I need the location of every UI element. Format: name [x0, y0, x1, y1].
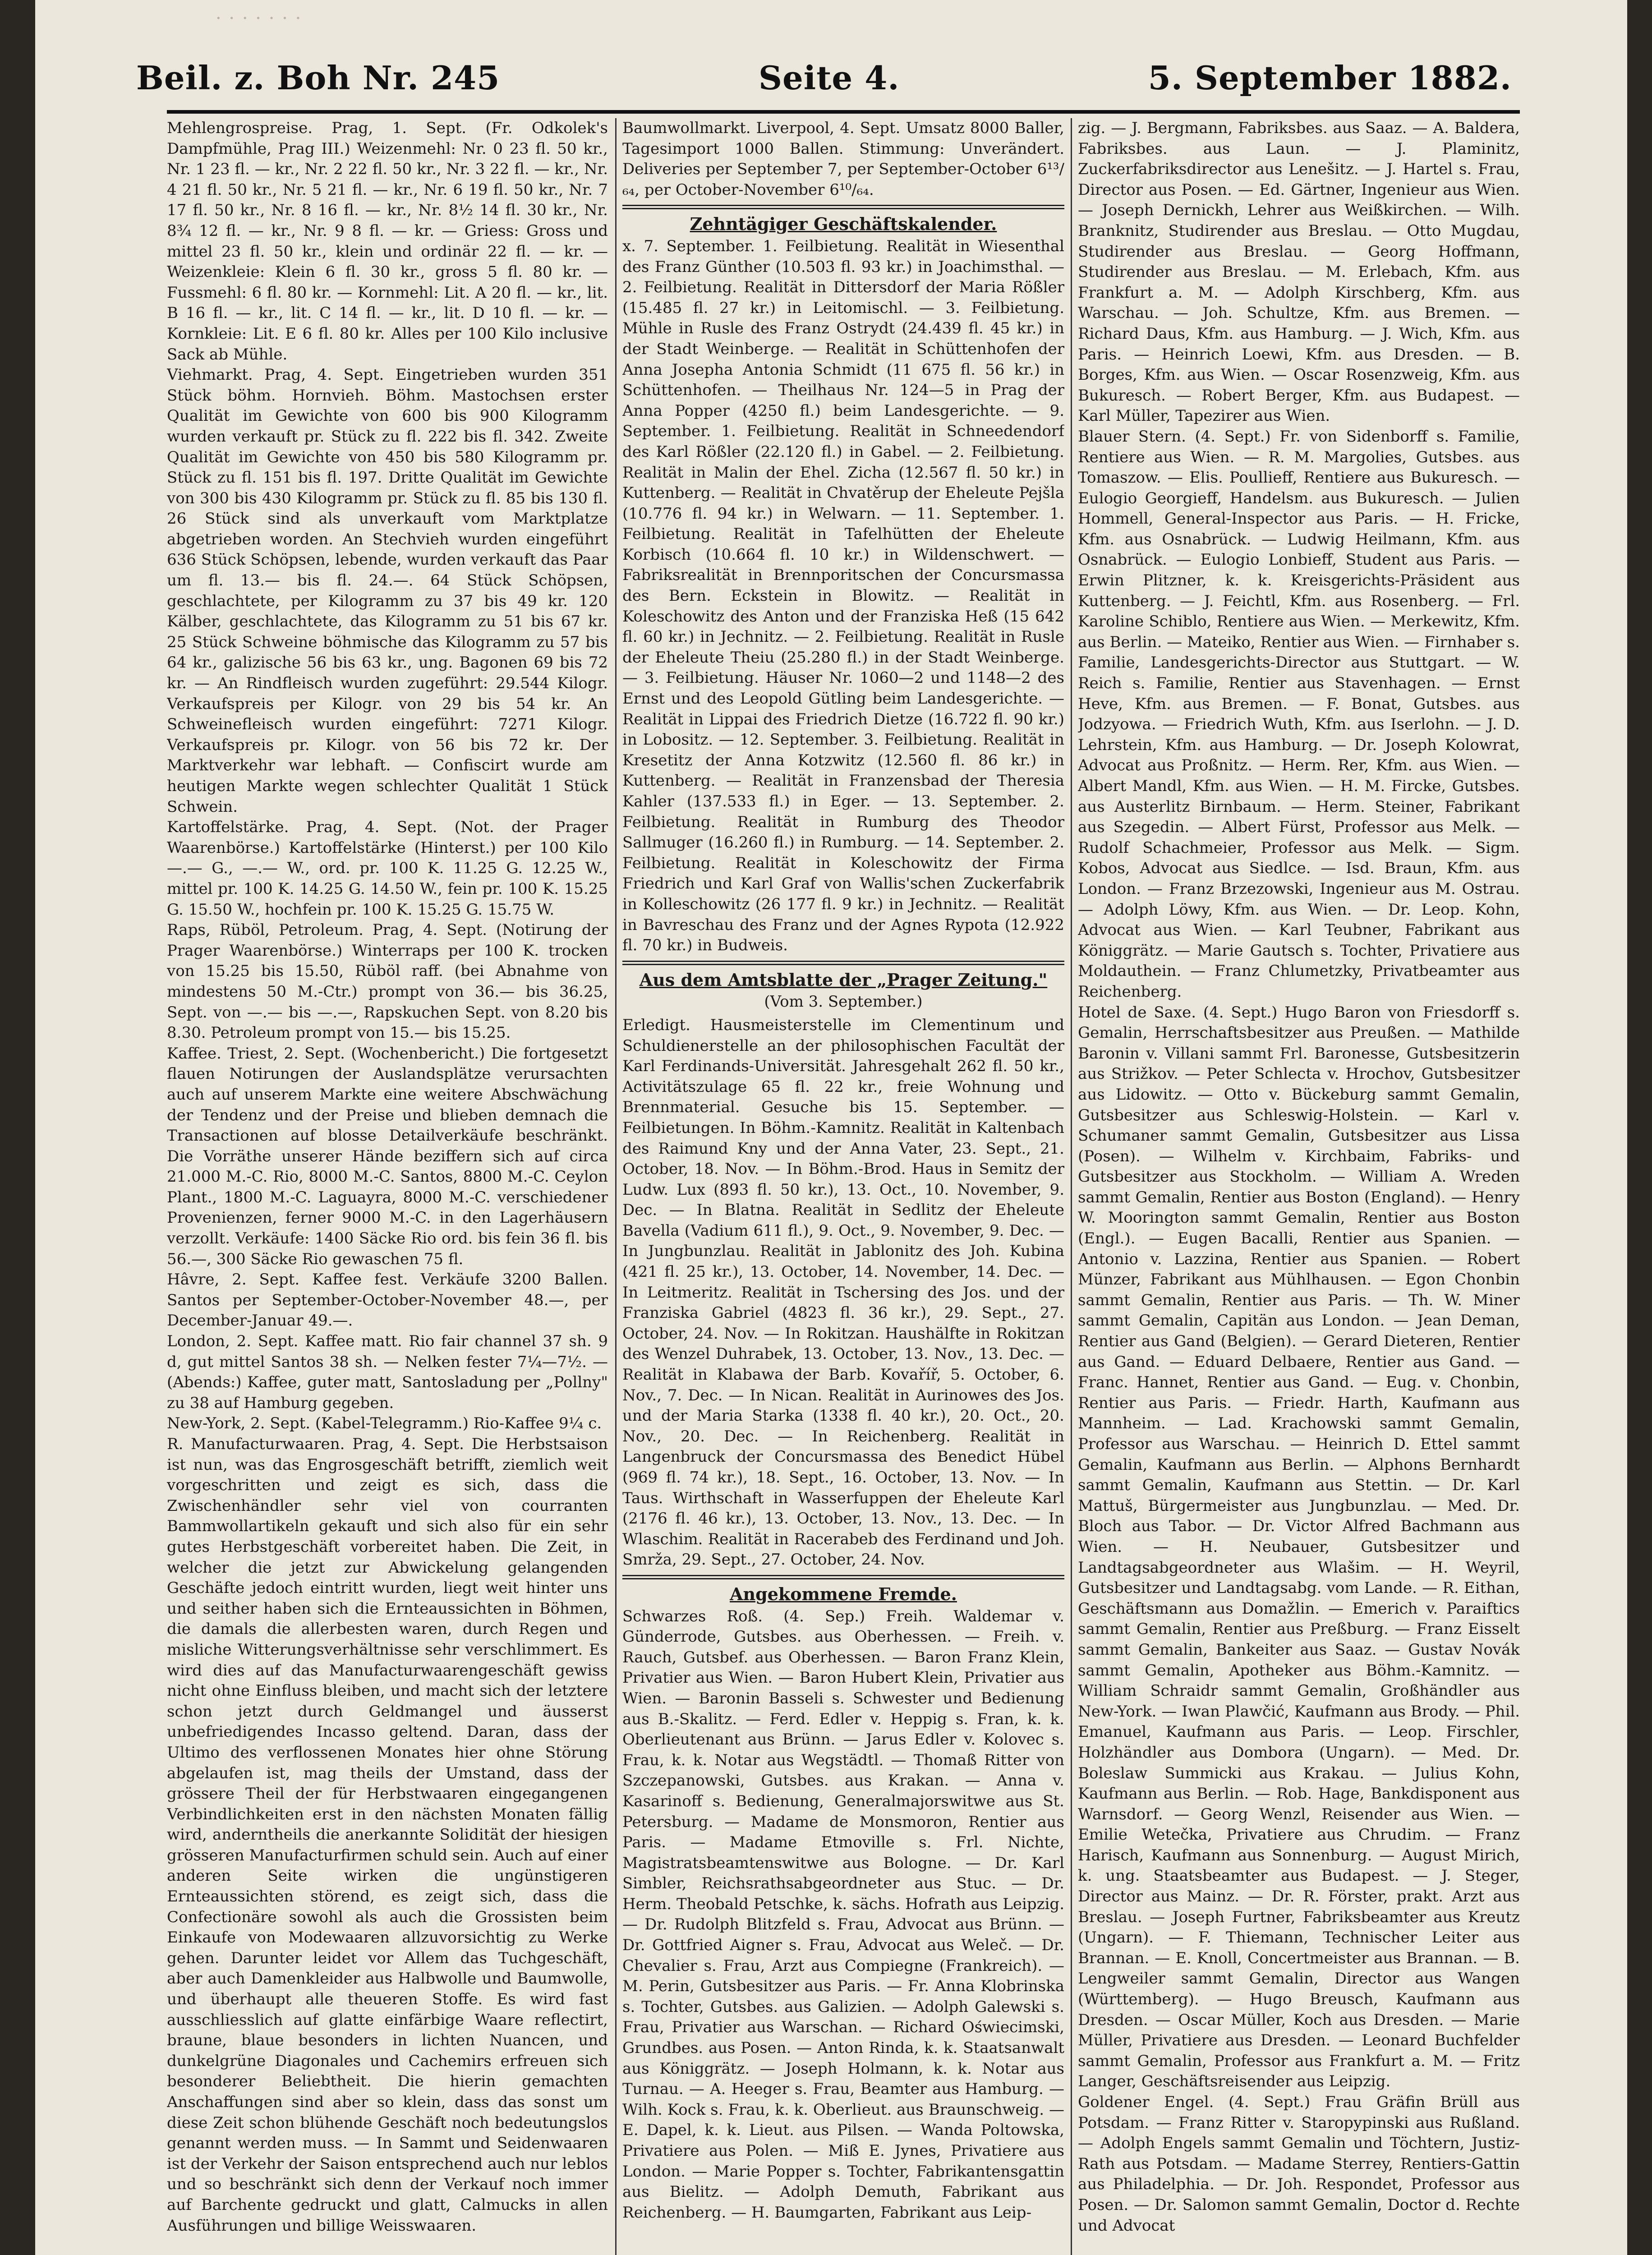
fremde-schwarzes-ross: Schwarzes Roß. (4. Sep.) Freih. Waldemar v. Günderrode, Gutsbes. aus Oberhessen. — Freih. v. Rauch, Gutsbef. aus Oberhessen. — Baron Franz Klein, Privatier aus Wien. — Baron Hubert Klein, Privatier aus Wien. — Baronin Basseli s. Schwester und Bedienung aus B.-Skalitz. — Ferd. Edler v. Heppig s. Fran, k. k. Oberlieutenant aus Brünn. — Jarus Edler v. Kolovec s. Frau, k. k. Notar aus Wegstädtl. — Thomaß Ritter von Szczepanowski, Gutsbes. aus Krakan. — Anna v. Kasarinoff s. Bedienung, Generalmajorswitwe aus St. Petersburg. — Madame de Monsmoron, Rentier aus Paris. — Madame Etmoville s. Frl. Nichte, Magistratsbeamtenswitwe aus Bologne. — Dr. Karl Simbler, Reichsrathsabgeordneter aus Stuc. — Dr. Herm. Theobald Petschke, k. sächs. Hofrath aus Leipzig. — Dr. Rudolph Blitzfeld s. Frau, Advocat aus Brünn. — Dr. Gottfried Aigner s. Frau, Advocat aus Weleč. — Dr. Chevalier s. Frau, Arzt aus Compiegne (Frankreich). — M. Perin, Gutsbesitzer aus Paris. — Fr. Anna Klobrinska s. Tochter, Gutsbes. aus Galizien. — Adolph Galewski s. Frau, Privatier aus Warschan. — Richard Oświecimski, Grundbes. aus Posen. — Anton Rinda, k. k. Staatsanwalt aus Königgrätz. — Joseph Holmann, k. k. Notar aus Turnau. — A. Heeger s. Frau, Beamter aus Hamburg. — Wilh. Kock s. Frau, k. k. Oberlieut. aus Braunschweig. — E. Dapel, k. k. Lieut. aus Pilsen. — Wanda Poltowska, Privatiere aus Polen. — Miß E. Jynes, Privatiere aus London. — Marie Popper s. Tochter, Fabrikantensgattin aus Bielitz. — Adolph Demuth, Fabrikant aus Reichenberg. — H. Baumgarten, Fabrikant aus Leip- [622, 1607, 1064, 2222]
header-date: 5. September 1882. [1148, 59, 1512, 97]
report-kaffee-triest: Kaffee. Triest, 2. Sept. (Wochenbericht.) Die fortgesetzt flauen Notirungen der Auslandsplätze verursachten auch auf unserem Markte eine weitere Abschwächung der Tendenz und der Preise und blieben demnach die Transactionen auf blosse Detailverkäufe beschränkt. Die Vorräthe unserer Hände beziffern sich auf circa 21.000 M.-C. Rio, 8000 M.-C. Santos, 8800 M.-C. Ceylon Plant., 1800 M.-C. Laguayra, 8000 M.-C. verschiedener Provenienzen, ferner 9000 M.-C. in den Lagerhäusern verzollt. Verkäufe: 1400 Säcke Rio ord. bis fein 36 fl. bis 56.—, 300 Säcke Rio gewaschen 75 fl. [167, 1044, 608, 1268]
report-baumwollmarkt: Baumwollmarkt. Liverpool, 4. Sept. Umsatz 8000 Baller, Tagesimport 1000 Ballen. Stimmung: Unverändert. Deliveries per September 7, per September-October 6¹³/₆₄, per October-November 6¹⁰/₆₄. [622, 119, 1064, 199]
section-rule [622, 1575, 1064, 1579]
column-1-market-reports [167, 118, 608, 2255]
report-viehmarkt: Viehmarkt. Prag, 4. Sept. Eingetrieben wurden 351 Stück böhm. Hornvieh. Böhm. Mastochsen erster Qualität im Gewichte von 600 bis 900 Kilogramm wurden verkauft pr. Stück zu fl. 222 bis fl. 342. Zweite Qualität im Gewichte von 450 bis 580 Kilogramm pr. Stück zu fl. 151 bis fl. 197. Dritte Qualität im Gewichte von 300 bis 430 Kilogramm pr. Stück zu fl. 85 bis 130 fl. 26 Stück sind als unverkauft vom Marktplatze abgetrieben worden. An Stechvieh wurden eingeführt 636 Stück Schöpsen, lebende, wurden verkauft das Paar um fl. 13.— bis fl. 24.—. 64 Stück Schöpsen, geschlachtete, per Kilogramm zu 37 bis 49 kr. 120 Kälber, geschlachtete, das Kilogramm zu 51 bis 67 kr. 25 Stück Schweine böhmische das Kilogramm zu 57 bis 64 kr., galizische 56 bis 63 kr., ung. Bagonen 69 bis 72 kr. — An Rindfleisch wurden zugeführt: 29.544 Kilogr. Verkaufspreis per Kilogr. von 29 bis 54 kr. An Schweinefleisch wurden eingeführt: 7271 Kilogr. Verkaufspreis pr. Kilogr. von 56 bis 72 kr. Der Marktverkehr war lebhaft. — Confiscirt wurde am heutigen Markte wegen schlechter Qualität 1 Stück Schwein. [167, 366, 608, 816]
column-3-guest-lists [1078, 118, 1520, 2255]
section-rule [622, 961, 1064, 965]
fremde-blauer-stern: Blauer Stern. (4. Sept.) Fr. von Sidenborff s. Familie, Rentiere aus Wien. — R. M. Margolies, Gutsbes. aus Tomaszow. — Elis. Poullieff, Rentiere aus Bukuresch. — Eulogio Georgieff, Handelsm. aus Bukuresch. — Julien Hommell, General-Inspector aus Paris. — H. Fricke, Kfm. aus Osnabrück. — Ludwig Heilmann, Kfm. aus Osnabrück. — Eulogio Lonbieff, Student aus Paris. — Erwin Plitzner, k. k. Kreisgerichts-Präsident aus Kuttenberg. — J. Feichtl, Kfm. aus Rosenberg. — Frl. Karoline Schiblo, Rentiere aus Wien. — Merkewitz, Kfm. aus Berlin. — Mateiko, Rentier aus Wien. — Firnhaber s. Familie, Landesgerichts-Director aus Stuttgart. — W. Reich s. Familie, Rentier aus Stavenhagen. — Ernst Heve, Kfm. aus Bremen. — F. Bonat, Gutsbes. aus Jodzyowa. — Friedrich Wuth, Kfm. aus Iserlohn. — J. D. Lehrstein, Kfm. aus Hamburg. — Dr. Joseph Kolowrat, Advocat aus Proßnitz. — Herm. Rer, Kfm. aus Wien. — Albert Mandl, Kfm. aus Wien. — H. M. Fircke, Gutsbes. aus Austerlitz Birnbaum. — Herm. Steiner, Fabrikant aus Szegedin. — Albert Fürst, Professor aus Melk. — Rudolf Schachmeier, Professor aus Melk. — Sigm. Kobos, Advocat aus Siedlce. — Isd. Braun, Kfm. aus London. — Franz Brzezowski, Ingenieur aus M. Ostrau. — Adolph Löwy, Kfm. aus Wien. — Dr. Leop. Kohn, Advocat aus Wien. — Karl Teubner, Fabrikant aus Königgrätz. — Marie Gautsch s. Tochter, Privatiere aus Moldauthein. — Franz Chlumetzky, Privatbeamter aus Reichenberg. [1078, 427, 1520, 1001]
report-kartoffelstaerke: Kartoffelstärke. Prag, 4. Sept. (Not. der Prager Waarenbörse.) Kartoffelstärke (Hinterst.) per 100 Kilo —.— G., —.— W., ord. pr. 100 K. 11.25 G. 12.25 W., mittel pr. 100 K. 14.25 G. 14.50 W., fein pr. 100 K. 15.25 G. 15.50 W., hochfein pr. 100 K. 15.25 G. 15.75 W. [167, 818, 608, 919]
report-manufacturwaaren: R. Manufacturwaaren. Prag, 4. Sept. Die Herbstsaison ist nun, was das Engrosgeschäft betrifft, ziemlich weit vorgeschritten und zeigt es sich, dass die Zwischenhändler sehr viel von courranten Bammwollartikeln gekauft und sich also für ein sehr gutes Herbstgeschäft vorbereitet haben. Die Zeit, in welcher die jetzt zur Abwickelung gelangenden Geschäfte jedoch eintritt wurden, liegt weit hinter uns und seither haben sich die Ernteaussichten in Böhmen, die damals die allerbesten waren, durch Regen und misliche Witterungsverhältnisse sehr verschlimmert. Es wird dies auf das Manufacturwaarengeschäft gewiss nicht ohne Einfluss bleiben, und macht sich der letztere schon jetzt durch Geldmangel und äusserst unbefriedigendes Incasso geltend. Daran, dass der Ultimo des verflossenen Monates hier ohne Störung abgelaufen ist, mag theils der Umstand, dass der grössere Theil der für Herbstwaaren eingegangenen Verbindlichkeiten erst in den nächsten Monaten fällig wird, anderntheils die anerkannte Solidität der hiesigen grösseren Manufacturfirmen schuld sein. Auch auf einer anderen Seite wirken die ungünstigeren Ernteaussichten störend, es zeigt sich, dass die Confectionäre sowohl als auch die Grossisten beim Einkaufe von Modewaaren allzuvorsichtig zu Werke gehen. Darunter leidet vor Allem das Tuchgeschäft, aber auch Damenkleider aus Halbwolle und Baumwolle, und überhaupt alle theueren Stoffe. Es wird fast ausschliesslich auf glatte einfärbige Waare reflectirt, braune, blaue besonders in lichten Nuancen, und dunkelgrüne Diagonales und Cachemirs erfreuen sich besonderer Beliebtheit. Die hierin gemachten Anschaffungen sind aber so klein, dass das sonst um diese Zeit schon blühende Geschäft noch bedeutungslos genannt werden muss. — In Sammt und Seidenwaaren ist der Verkehr der Saison entsprechend auch nur leblos und so beschränkt sich denn der Verkauf noch immer auf Barchente gedruckt und glatt, Calmucks in allen Ausführungen und billige Weisswaaren. [167, 1435, 608, 2235]
report-london: London, 2. Sept. Kaffee matt. Rio fair channel 37 sh. 9 d, gut mittel Santos 38 sh. — Nelken fester 7¼—7½. — (Abends:) Kaffee, guter matt, Santosladung per „Pollny" zu 38 auf Hamburg gegeben. [167, 1332, 608, 1412]
header-page-number: Seite 4. [759, 59, 900, 97]
column-divider [1071, 118, 1072, 2255]
report-havre: Hâvre, 2. Sept. Kaffee fest. Verkäufe 3200 Ballen. Santos per September-October-November 48.—, per December-Januar 49.—. [167, 1270, 608, 1330]
fremde-goldener-engel: Goldener Engel. (4. Sept.) Frau Gräfin Brüll aus Potsdam. — Franz Ritter v. Staropypinski aus Rußland. — Adolph Engels sammt Gemalin und Töchtern, Justiz-Rath aus Potsdam. — Madame Sterrey, Rentiers-Gattin aus Philadelphia. — Dr. Joh. Respondet, Professor aus Posen. — Dr. Salomon sammt Gemalin, Doctor d. Rechte und Advocat [1078, 2093, 1520, 2235]
section-title-geschaeftskalender: Zehntägiger Geschäftskalender. [690, 214, 997, 235]
header-issue: Beil. z. Boh Nr. 245 [136, 59, 500, 97]
geschaeftskalender-text: x. 7. September. 1. Feilbietung. Realität in Wiesenthal des Franz Günther (10.503 fl. 93 kr.) in Joachimsthal. — 2. Feilbietung. Realität in Dittersdorf der Maria Rößler (15.485 fl. 27 kr.) in Leitomischl. — 3. Feilbietung. Mühle in Rusle des Franz Ostrydt (24.439 fl. 45 kr.) in der Stadt Weinberge. — Realität in Schüttenhofen der Anna Josepha Antonia Schmidt (11 675 fl. 56 kr.) in Schüttenhofen. — Theilhaus Nr. 124—5 in Prag der Anna Popper (4250 fl.) beim Landesgerichte. — 9. September. 1. Feilbietung. Realität in Schneedendorf des Karl Rößler (22.120 fl.) in Gabel. — 2. Feilbietung. Realität in Malin der Ehel. Zicha (12.567 fl. 50 kr.) in Kuttenberg. — Realität in Chvatěrup der Eheleute Pejšla (10.776 fl. 94 kr.) in Welwarn. — 11. September. 1. Feilbietung. Realität in Tafelhütten der Eheleute Korbisch (10.664 fl. 10 kr.) in Wildenschwert. — Fabriksrealität in Brennporitschen der Concursmassa des Bern. Eckstein in Blowitz. — Realität in Koleschowitz des Anton und der Franziska Heß (15 642 fl. 60 kr.) in Jechnitz. — 2. Feilbietung. Realität in Rusle der Eheleute Theiu (25.280 fl.) in der Stadt Weinberge. — 3. Feilbietung. Häuser Nr. 1060—2 und 1148—2 des Ernst und des Leopold Gütling beim Landesgerichte. — Realität in Lippai des Friedrich Dietze (16.722 fl. 90 kr.) in Lobositz. — 12. September. 3. Feilbietung. Realität in Kresetitz der Anna Kotzwitz (12.560 fl. 86 kr.) in Kuttenberg. — Realität in Franzensbad der Theresia Kahler (137.533 fl.) in Eger. — 13. September. 2. Feilbietung. Realität in Rumburg des Theodor Sallmuger (16.260 fl.) in Rumburg. — 14. September. 2. Feilbietung. Realität in Koleschowitz der Firma Friedrich und Karl Graf von Wallis'schen Zuckerfabrik in Kolleschowitz (26 177 fl. 9 kr.) in Jechnitz. — Realität in Bavreschau des Franz und der Agnes Rypota (12.922 fl. 70 kr.) in Budweis. [622, 237, 1064, 955]
section-title-fremde: Angekommene Fremde. [730, 1583, 957, 1604]
fremde-hotel-de-saxe: Hotel de Saxe. (4. Sept.) Hugo Baron von Friesdorff s. Gemalin, Herrschaftsbesitzer aus Preußen. — Mathilde Baronin v. Villani sammt Frl. Baronesse, Gutsbesitzerin aus Strižkov. — Peter Schlecta v. Hrochov, Gutsbesitzer aus Lidowitz. — Otto v. Bückeburg sammt Gemalin, Gutsbesitzer aus Schleswig-Holstein. — Karl v. Schumaner sammt Gemalin, Gutsbesitzer aus Lissa (Posen). — Wilhelm v. Kirchbaim, Fabriks- und Gutsbesitzer aus Stockholm. — William A. Wreden sammt Gemalin, Rentier aus Boston (England). — Henry W. Moorington sammt Gemalin, Rentier aus Boston (Engl.). — Eugen Bacalli, Rentier aus Spanien. — Antonio v. Lazzina, Rentier aus Spanien. — Robert Münzer, Fabrikant aus Mühlhausen. — Egon Chonbin sammt Gemalin, Rentier aus Paris. — Th. W. Miner sammt Gemalin, Capitän aus London. — Jean Deman, Rentier aus Gand (Belgien). — Gerard Dieteren, Rentier aus Gand. — Eduard Delbaere, Rentier aus Gand. — Franc. Hannet, Rentier aus Gand. — Eug. v. Chonbin, Rentier aus Paris. — Friedr. Harth, Kaufmann aus Mannheim. — Lad. Krachowski sammt Gemalin, Professor aus Warschau. — Heinrich D. Ettel sammt Gemalin, Kaufmann aus Berlin. — Alphons Bernhardt sammt Gemalin, Kaufmann aus Stettin. — Dr. Karl Mattuš, Bürgermeister aus Jungbunzlau. — Med. Dr. Bloch aus Tabor. — Dr. Victor Alfred Bachmann aus Wien. — H. Neubauer, Gutsbesitzer und Landtagsabgeordneter aus Wlašim. — H. Weyril, Gutsbesitzer und Landtagsabg. vom Lande. — R. Eithan, Geschäftsmann aus Domažlin. — Emerich v. Paraiftics sammt Gemalin, Rentier aus Preßburg. — Franz Eisselt sammt Gemalin, Bankeiter aus Saaz. — Gustav Novák sammt Gemalin, Apotheker aus Böhm.-Kamnitz. — William Schraidr sammt Gemalin, Großhändler aus New-York. — Iwan Plawčić, Kaufmann aus Brody. — Phil. Emanuel, Kaufmann aus Paris. — Leop. Firschler, Holzhändler aus Dombora (Ungarn). — Med. Dr. Boleslaw Summicki aus Krakau. — Julius Kohn, Kaufmann aus Berlin. — Rob. Hage, Bankdisponent aus Warnsdorf. — Georg Wenzl, Reisender aus Wien. — Emilie Wetečka, Privatiere aus Chrudim. — Franz Harisch, Kaufmann aus Sonnenburg. — August Mirich, k. ung. Staatsbeamter aus Budapest. — J. Steger, Director aus Mainz. — Dr. R. Förster, prakt. Arzt aus Breslau. — Joseph Furtner, Fabriksbeamter aus Kreutz (Ungarn). — F. Thiemann, Technischer Leiter aus Brannan. — E. Knoll, Concertmeister aus Brannan. — B. Lengweiler sammt Gemalin, Director aus Wangen (Württemberg). — Hugo Breusch, Kaufmann aus Dresden. — Oscar Müller, Koch aus Dresden. — Marie Müller, Privatiere aus Dresden. — Leonard Buchfelder sammt Gemalin, Professor aus Frankfurt a. M. — Fritz Langer, Geschäftsreisender aus Leipzig. [1078, 1003, 1520, 2091]
page-header [136, 54, 1512, 104]
column-divider [615, 118, 617, 2255]
report-raps-ruboel: Raps, Rüböl, Petroleum. Prag, 4. Sept. (Notirung der Prager Waarenbörse.) Winterraps per 100 K. trocken von 15.25 bis 15.50, Rüböl raff. (bei Abnahme von mindestens 50 M.-Ctr.) prompt von 36.— bis 36.25, Sept. von —.— bis —.—, Rapskuchen Sept. von 8.20 bis 8.30. Petroleum prompt von 15.— bis 15.25. [167, 921, 608, 1042]
column-2 [622, 118, 1064, 2255]
report-mehlengrospreise: Mehlengrospreise. Prag, 1. Sept. (Fr. Odkolek's Dampfmühle, Prag III.) Weizenmehl: Nr. 0 23 fl. 50 kr., Nr. 1 23 fl. — kr., Nr. 2 22 fl. 50 kr., Nr. 3 22 fl. — kr., Nr. 4 21 fl. 50 kr., Nr. 5 21 fl. — kr., Nr. 6 19 fl. 50 kr., Nr. 7 17 fl. 50 kr., Nr. 8 16 fl. — kr., Nr. 8½ 14 fl. 30 kr., Nr. 8¾ 12 fl. — kr., Nr. 9 8 fl. — kr. — Griess: Gross und mittel 23 fl. 50 kr., klein und ordinär 22 fl. — kr. — Weizenkleie: Klein 6 fl. 30 kr., gross 5 fl. 80 kr. — Fussmehl: 6 fl. 80 kr. — Kornmehl: Lit. A 20 fl. — kr., lit. B 16 fl. — kr., lit. C 14 fl. — kr., lit. D 10 fl. — kr. — Kornkleie: Lit. E 6 fl. 80 kr. Alles per 100 Kilo inclusive Sack ab Mühle. [167, 119, 608, 364]
columns-container [167, 118, 1520, 2255]
section-title-amtsblatt: Aus dem Amtsblatte der „Prager Zeitung." [639, 969, 1048, 990]
report-new-york: New-York, 2. Sept. (Kabel-Telegramm.) Rio-Kaffee 9¼ c. [167, 1414, 602, 1433]
section-rule [622, 205, 1064, 209]
faded-library-stamp: · · · · · · · [216, 8, 302, 29]
fremde-continued: zig. — J. Bergmann, Fabriksbes. aus Saaz. — A. Baldera, Fabriksbes. aus Laun. — J. Plaminitz, Zuckerfabriksdirector aus Lenešitz. — J. Hartel s. Frau, Director aus Posen. — Ed. Gärtner, Ingenieur aus Wien. — Joseph Dernickh, Lehrer aus Weißkirchen. — Wilh. Branknitz, Studirender aus Breslau. — Otto Mugdau, Studirender aus Breslau. — Georg Hoffmann, Studirender aus Breslau. — M. Erlebach, Kfm. aus Frankfurt a. M. — Adolph Kirschberg, Kfm. aus Warschau. — Joh. Schultze, Kfm. aus Bremen. — Richard Daus, Kfm. aus Hamburg. — J. Wich, Kfm. aus Paris. — Heinrich Loewi, Kfm. aus Dresden. — B. Borges, Kfm. aus Wien. — Oscar Rosenzweig, Kfm. aus Bukuresch. — Robert Berger, Kfm. aus Budapest. — Karl Müller, Tapezirer aus Wien. [1078, 119, 1520, 425]
header-rule [167, 110, 1520, 114]
section-subtitle-amtsblatt: (Vom 3. September.) [764, 993, 923, 1011]
amtsblatt-text: Erledigt. Hausmeisterstelle im Clementinum und Schuldienerstelle an der philosophischen Facultät der Karl Ferdinands-Universität. Jahresgehalt 262 fl. 50 kr., Activitätszulage 65 fl. 22 kr., freie Wohnung und Brennmaterial. Gesuche bis 15. September. — Feilbietungen. In Böhm.-Kamnitz. Realität in Kaltenbach des Raimund Kny und der Anna Vater, 23. Sept., 21. October, 18. Nov. — In Böhm.-Brod. Haus in Semitz der Ludw. Lux (893 fl. 50 kr.), 13. Oct., 10. November, 9. Dec. — In Blatna. Realität in Sedlitz der Eheleute Bavella (Vadium 611 fl.), 9. Oct., 9. November, 9. Dec. — In Jungbunzlau. Realität in Jablonitz des Joh. Kubina (421 fl. 25 kr.), 13. October, 14. November, 14. Dec. — In Leitmeritz. Realität in Tschersing des Jos. und der Franziska Gabriel (4823 fl. 36 kr.), 29. Sept., 27. October, 24. Nov. — In Rokitzan. Haushälfte in Rokitzan des Wenzel Duhrabek, 13. October, 13. Nov., 13. Dec. — Realität in Klabawa der Barb. Kovaříř, 5. October, 6. Nov., 7. Dec. — In Nican. Realität in Aurinowes des Jos. und der Maria Starka (1338 fl. 40 kr.), 20. Oct., 20. Nov., 20. Dec. — In Reichenberg. Realität in Langenbruck der Concursmassa des Benedict Hübel (969 fl. 74 kr.), 18. Sept., 16. October, 13. Nov. — In Taus. Wirthschaft in Wasserfuppen der Eheleute Karl (2176 fl. 46 kr.), 13. October, 13. Nov., 13. Dec. — In Wlaschim. Realität in Racerabeb des Ferdinand und Joh. Smrža, 29. Sept., 27. October, 24. Nov. [622, 1016, 1064, 1569]
